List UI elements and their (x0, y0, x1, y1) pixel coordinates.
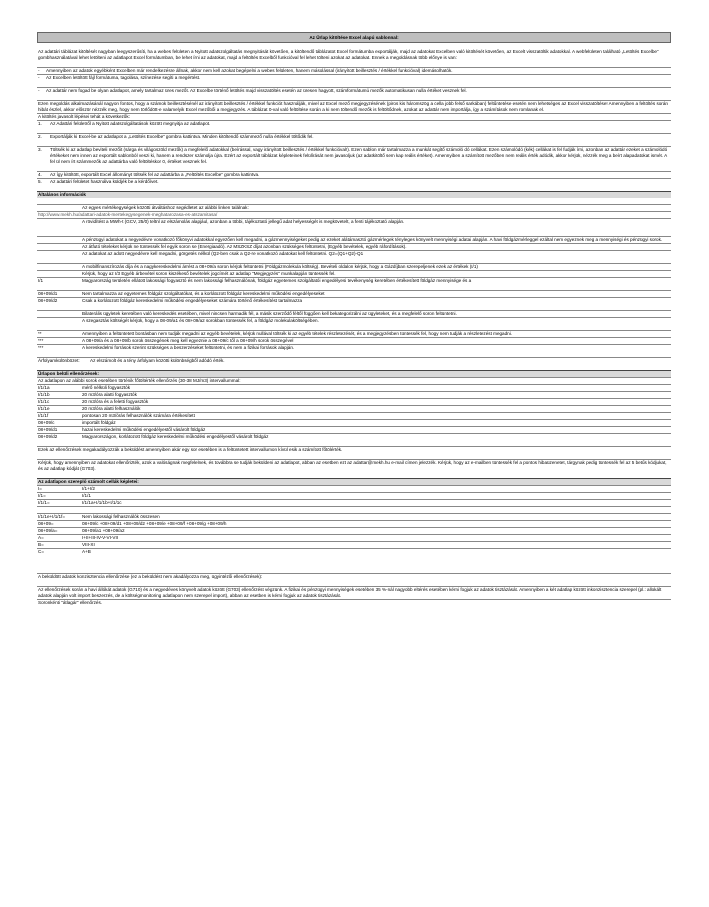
warning-text: Ezen megoldás alkalmazásánál nagyon fontos, hogy a számok beillesztésénél az irányított beillesztés / értékkel funkciót használják, mivel az Excel mező megjegyzésének (piros kis háromszög a cella jobb felső sarkában) feltűntetése esetén nem lehetséges az Excel visszatöltése! Amennyiben a feltöltés során hibát észlel, akkor először nézzék meg, hogy nem törlődött-e valamelyik Excel mezőbői a megjegyzés. A táblázat 0-val való feltöltése során a ki nem töltendő mezők is feltöltődnek, azokat az adattár nem importálja, így a számítások nem romlanak el. (38, 101, 668, 112)
checks-note: Ezek az ellenőrzések megakadályozzák a beküldést amennyiben akár egy sor esetében is a feltüntetett intervallumon kívül esik a számított főtölérték. (38, 447, 343, 452)
table-row (37, 398, 671, 405)
row-value: pontosan 20 m3/órás felhasználók számára értékesített (82, 413, 195, 418)
general-row: A rövidítést a MWh-t (GCV, 25/0) teltnl az elszámolás alapjául, azonban a többi, tájékoztató jellegű adat helyességét is megkövetelt, a fenti tájékoztató alapján. (82, 219, 405, 224)
checks-heading: Űrlapon belüli ellenőrzések: (38, 371, 100, 376)
general-row: Az átfutó tételeket kérjük ne tüntessék fel egyik soron se (Energiaadó). Az MSZKSZ díjat azonban szükséges feltüntetni, (Egyéb bevételek, egyéb ráfordítások). (82, 244, 407, 249)
general-row: A szegasztás költségét kérjük, hogy a 08-09/a1 és 08+09/a2 sorokban tüntessék fel, a földgáz molekulaköltségében. (82, 318, 319, 323)
step-2: Exportálják ki Excel-be az adatlapot a „Letöltés Excelbe” gombra kattintva. Minden kitöltendő számmező nulla értékkel töltődik fel. (50, 134, 314, 139)
row-key: I/1/1a (38, 385, 50, 390)
table-row (37, 513, 671, 520)
row-value: Nem lakossági felhasználók összesen (82, 514, 160, 519)
row-value: 08+09/c +08+09/d1 +08+09/d2 +08+09/e +08+09/f +08+09/g +08+09/h (82, 521, 227, 526)
row-key: 08+09/d2 (38, 298, 58, 303)
step-1: Az Adattári felületről a Nyitott adatszolgáltatások között megnyitja az adatlapot. (50, 121, 211, 126)
row-key: 08+09/d2 (38, 434, 58, 439)
row-value: I+II+III-IV-V-VI-VII (82, 535, 118, 540)
row-key: I/1/1c (38, 399, 50, 404)
general-row: A 08+09/a és a 08+09/b sorok összegének meg kell egyeznie a 08+09/c től a 08+09/h sorok összegével (82, 338, 294, 343)
table-row (37, 412, 671, 419)
row-key: A= (38, 535, 44, 540)
row-key: I/1/1e+I/1/1f= (38, 514, 66, 519)
step-5: Az adattári felületet használva küldjék be a kérdőívet. (50, 179, 159, 184)
row-key: Árfolyamkülönbözet: (38, 358, 80, 363)
general-row: Az adatokat az adott negyedévre kell megadni, görgetés nélkül (Q2-ben csak a Q2-re vonatkozó adatokat kell feltüntetni. Q2=(Q1+Q2)-Q1 (82, 251, 364, 256)
row-key: *** (38, 345, 44, 350)
table-row (37, 405, 671, 412)
checks-contact: Kérjük, hogy amennyiben az adatokat ellenőrizték, azok a valóságnak megfelelnek, és továbbra se tudják beküldeni az adatlapot, abban az esetben ezt az adattar@mekh.hu e-mail címen jelezzék. Kérjük, hogy az e-mailben tüntessék fel a pontos hibaüzenetet, tárgynak pedig tüntessék fel az 5 betűs kódjukat, és az adatlap kódját (G703). (38, 460, 667, 471)
general-row: Csak a korlátozott földgáz kereskedelmi működési engedélyeseket számára történő értékesítést tartalmazza (82, 298, 303, 303)
row-value: A+B (82, 549, 91, 554)
general-row: A pénzügyi adatokat a negyedévre vonatkozó főkönyvi adatokkal egyezően kell megadni, a gázmennyiségeket pedig az ezeket alátámasztó gázmérlegek tényleges könyvelt mennyiségi adatai alapján. A havi földgázmérleggel ezáltal nem egyeznek meg a mennyiségi és pénzügyi sorok. (82, 237, 663, 242)
row-key: B= (38, 542, 44, 547)
step-number: 4. (38, 172, 42, 177)
general-row: A mobilfinanszírozás díja és a nagykereskedelmi árrést a 08+09/a soron kérjük feltüntetni (Földgázmolekula költség). Bevételi oldalon kérjük, hogy a Gázdíjban szerepeljenek ezek az értékek (I/1) (82, 264, 478, 269)
spreadsheet: Az Űrlap kitöltése Excel alapú sablonnal: Az adattári táblázat kitöltését nagyban leegyszerűsíti, ha a webes felületen a Nyitott adatszolgáltatás megnyitását követően, a kitöltendő táblázatot Excel formátumba exportálják, majd az adatokat Excelben való kitöltését követően, az Excelt visszatöltik adatokkal. A webfelületen található „Letöltés Excelbe” gombhasználatával lehet letölteni az adatlapot Excel formátumban, be lehet írni az adatokat, majd a feltöltés Excelből funkcióval fel lehet tölteni azokat az adatokat. Ennek a megoldásnak több előnye is van: - Amennyiben az adatok egyébként Excelben már rendelkezésre állnak, akkor nem kell azokat begépelni a webes felületen, hanem másolással (irányított beillesztés / értékkel funkcióval) idemásolhatók. - Az Excelben letöltött fájl formátuma, tagolása, színezése segíti a megértést. - Az adattár nem fogad be olyan adatlapot, amely tartalmaz üres mezőt. Az Excelbe történő letöltés majd visszatöltés esetén az üresen hagyott, számformátumú mezők automatikusan nulla értéket vesznek fel. Ezen megoldás alkalmazásánál nagyon fontos, hogy a számok beillesztésénél az irányított beillesztés / értékkel funkciót használják, mivel az Excel mező megjegyzésének (piros kis háromszög a cella jobb felső sarkában) feltűntetése esetén nem lehetséges az Excel visszatöltése! Amennyiben a feltöltés során hibát észlel, akkor először nézzék meg, hogy nem törlődött-e valamelyik Excel mezőbői a megjegyzés. A táblázat 0-val való feltöltése során a ki nem töltendő mezők is feltöltődnek, azokat az adattár nem importálja, így a számítások nem romlanak el. A kitöltés javasolt lépései tehát a következők: 1. Az Adattári felületről a Nyitott adatszolgáltatások között megnyitja az adatlapot. 2. Exportálják ki Excel-be az adatlapot a „Letöltés Excelbe” gombra kattintva. Minden kitöltendő számmező nulla értékkel töltődik fel. 3. Töltsék ki az adatlap beviteli mezőit (sárga és világoszöld mezők) a megfelelő adatokkal (beírással, vagy irányított beillesztés / értékkel funkcióval!). Ezen sablon már tartalmazza a munkát segítő számoló dó cellákat. Ezen számolódó (kék) cellákat is fel fudják írni, azonban az adattár ezeket a számolódó értékeket nem innen az exportált sablonból veszi ki, hanem a rendszer számolja újra. Ezért az exportált táblázat képleteinek felülírását nem javasoljuk (az adatkitöltő sem kap reális értéket). Amennyiben a számított mezőben nem reális érték adódik, akkor kérjük, nézzék meg a beírt alapadatokat ismét. A fel ül nem írt számmezők az adattárba való feltöltéskor 0, értéket vesznek fel. 4. Az így kitöltött, exportált Excel állományt töltsék fel az adattárba a „Feltöltés Excelbe” gombra kattintva. 5. Az adattári felületet használva küldjék be a kérdőívet. Általános információk Az egyes mértékegységek közötti átváltáshoz segédletet az alábbi linken találnak: http://www.mekh.hu/adattari-adatok-mertekegysegenek-meghatarozasa-es-atszamitasa/ A rövidítést a MWh-t (GCV, 25/0) teltnl az elszámolás alapjául, azonban a többi, tájékoztató jellegű adat helyességét is megkövetelt, a fenti tájékoztató alapján. A pénzügyi adatokat a negyedévre vonatkozó főkönyvi adatokkal egyezően kell megadni, a gázmennyiségeket pedig az ezeket alátámasztó gázmérlegek tényleges könyvelt mennyiségi adatai alapján. A havi földgázmérleggel ezáltal nem egyeznek meg a mennyiségi és pénzügyi sorok. Az átfutó tételeket kérjük ne tüntessék fel egyik soron se (Energiaadó). Az MSZKSZ díjat azonban szükséges feltüntetni, (Egyéb bevételek, egyéb ráfordítások). Az adatokat az adott negyedévre kell megadni, görgetés nélkül (Q2-ben csak a Q2-re vonatkozó adatokat kell feltüntetni. Q2=(Q1+Q2)-Q1 A mobilfinanszírozás díja és a nagykereskedelmi árrést a 08+09/a soron kérjük feltüntetni (Földgázmolekula költség). Bevételi oldalon kérjük, hogy a Gázdíjban szerepeljenek ezek az értékek (I/1) Kérjük, hogy az I/3 Egyéb árbevétel soron kiszékeső bevételek jogcímét az adatlap "Megjegyzés" munkalapján tüntessék fel. I/1 Magyarország területén ellátott lakossági fogyasztó és nem lakossági felhasználónak, földgáz egyetemes szolgáltatói engedélyesi tevékenység keretében értékesített földgáz mennyisége és a 08+09/d1 Nem tartalmazza az egyetemes földgáz szolgáltatókat, és a korlátozott földgáz kereskedelmi működési engedélyeseket 08+09/d2 Csak a korlátozott földgáz kereskedelmi működési engedélyeseket számára történő értékesítést tartalmazza Bilaterális ügyletek keretében való kereskedés esetében, mivel nincsen harmadik fél, a másik szerződő féltől függően kell bekategorizálni az ügyleteket, és a megfelelő soron feltüntetni. A szegasztás költségét kérjük, hogy a 08-09/a1 és 08+09/a2 sorokban tüntessék fel, a földgáz molekulaköltségében. ** Amennyiben a feltüntetett bontásban nem tudják megadni az egyéb bevételek, kérjük nullával töltsék ki az egyéb tételek részletezését, és a megjegyzésben tüntessék fel, hogy nem tudják a részletezést megadni. *** A 08+09/a és a 08+09/b sorok összegének meg kell egyeznie a 08+09/c től a 08+09/h sorok összegével *** A kereskedelmi források szerint szükséges a beszerzéseket feltüntetni, és nem a fizikai források alapján. Árfolyamkülönbözet: Az elszámolt és a tény árfolyam közötti különbségből adódó érték. Űrlapon belüli ellenőrzések: Az adatlapon az alábbi sorok esetében történik főtöltérték ellenőrzés (30-38 MJ/m3) intervallummal: I/1/1a mérő nélküli fogyasztók I/1/1b 20 m3/óra alatti fogyasztók I/1/1c 20 m3/óra és a feletti fogyasztók I/1/1e 20 m3/óra alatti felhasználók I/1/1f pontosan 20 m3/órás felhasználók számára értékesített 08+09/c importált földgáz 08+09/d1 hazai kereskedelmi működési engedélyestől vásárolt földgáz 08+09/d2 Magyarországon, korlátozott földgáz kereskedelmi működési engedélyestől vásárolt földgáz Ezek az ellenőrzések megakadályozzák a beküldést amennyiben akár egy sor esetében is a feltüntetett intervallumon kívül esik a számított főtölérték. Kérjük, hogy amennyiben az adatokat ellenőrizték, azok a valóságnak megfelelnek, és továbbra se tudják beküldeni az adatlapot, abban az esetben ezt az adattar@mekh.hu e-mail címen jelezzék. Kérjük, hogy az e-mailben tüntessék fel a pontos hibaüzenetet, tárgynak pedig tüntessék fel az 5 betűs kódjukat, és az adatlap kódját (G703). Az adatlapon szereplő számolt cellák képletei: I= I/1+I/2 I/1= I/1/1 I/1/1= I/1/1a+I/1/1b+I/1/1c I/1/1e+I/1/1f= Nem lakossági felhasználók összesen 08+09= 08+09/c +08+09/d1 +08+09/d2 +08+09/e +08+09/f +08+09/g +08+09/h 08+09/a= 08+09/a1 +08+09/a2 A= I+II+III-IV-V-VI-VII B= VIII-XI C= A+B A beküldött adatok konzisztencia ellenőrzése (ez a beküldést nem akadályozza meg, ügyintézői ellenőrzések): Az ellenőrzések során a havi állókát adatok (G710) és a negyedéves könyvelt adatok között (G703) ellenőrzést végzünk. A fizikai és pénzügyi mennyiségek esetében 35 %-nál nagyobb eltérés esetében kérni fogjuk az adatok tisztázását. Amennyiben a két adatlap között inkonzisztencia szerepel (pl.: allokált adatok alapján volt import beszerzés, de a költségmonitoring adatlapon nem szerepel import), abban az esetben is kérni fogjuk az adatok tisztázását. Soronkénti "átlagár" ellenőrzés. (37, 32, 671, 606)
row-key: I/1/1= (38, 500, 50, 505)
row-value: VIII-XI (82, 542, 95, 547)
row-value: 20 m3/óra alatti felhasználók (82, 406, 141, 411)
consistency-heading: A beküldött adatok konzisztencia ellenőrzése (ez a beküldést nem akadályozza meg, ügyintézői ellenőrzések): (38, 574, 263, 579)
table-row (37, 541, 671, 548)
row-key: I/1/1f (38, 413, 49, 418)
row-value: Magyarországon, korlátozott földgáz kereskedelmi működési engedélyestől vásárolt földgáz (82, 434, 269, 439)
general-row: Kérjük, hogy az I/3 Egyéb árbevétel soron kiszékeső bevételek jogcímét az adatlap "Megjegyzés" munkalapján tüntessék fel. (82, 271, 336, 276)
intro-bullet-1: Amennyiben az adatok egyébként Excelben már rendelkezésre állnak, akkor nem kell azokat begépelni a webes felületen, hanem másolással (irányított beillesztés / értékkel funkcióval) idemásolhatók. (46, 68, 453, 73)
page-title: Az Űrlap kitöltése Excel alapú sablonnal: (37, 32, 671, 43)
intro-text: Az adattári táblázat kitöltését nagyban leegyszerűsíti, ha a webes felületen a Nyitott adatszolgáltatás megnyitását követően, a kitöltendő táblázatot Excel formátumba exportálják, majd az adatokat Excelben való kitöltését követően, az Excelt visszatöltik adatokkal. A webfelületen található „Letöltés Excelbe” gombhasználatával lehet letölteni az adatlapot Excel formátumban, be lehet írni az adatokat, majd a feltöltés Excelből funkcióval fel lehet tölteni azokat az adatokat. Ennek a megoldásnak több előnye is van: (38, 49, 659, 60)
calc-heading: Az adatlapon szereplő számolt cellák képletei: (38, 479, 139, 484)
row-key: *** (38, 338, 44, 343)
general-row: A kereskedelmi források szerint szükséges a beszerzéseket feltüntetni, és nem a fizikai források alapján. (82, 345, 295, 350)
table-row (37, 433, 671, 440)
row-key: I/1= (38, 493, 46, 498)
row-key: 08+09/d1 (38, 427, 58, 432)
row-value: 08+09/a1 +08+09/a2 (82, 528, 125, 533)
step-number: 1. (38, 121, 42, 126)
table-row (37, 485, 671, 492)
row-key: 08+09/a= (38, 528, 58, 533)
row-key: I/1 (38, 278, 44, 283)
consistency-last: Soronkénti "átlagár" ellenőrzés. (38, 600, 103, 605)
general-heading: Általános információk (38, 192, 86, 197)
general-row: Magyarország területén ellátott lakossági fogyasztó és nem lakossági felhasználónak, földgáz egyetemes szolgáltatói engedélyesi tevékenység keretében értékesített földgáz mennyisége és a (82, 278, 472, 283)
row-key: 08+09/d1 (38, 291, 58, 296)
row-key: I/1/1e (38, 406, 50, 411)
row-key: 08+09= (38, 521, 54, 526)
step-3: Töltsék ki az adatlap beviteli mezőit (sárga és világoszöld mezők) a megfelelő adatokkal (beírással, vagy irányított beillesztés / értékkel funkcióval!). Ezen sablon már tartalmazza a munkát segítő számoló dó cellákat. Ezen számolódó (kék) cellákat is fel fudják írni, azonban az adattár ezeket a számolódó értékeket nem innen az exportált sablonból veszi ki, hanem a rendszer számolja újra. Ezért az exportált táblázat képleteinek felülírását nem javasoljuk (az adatkitöltő sem kap reális értéket). Amennyiben a számított mezőben nem reális érték adódik, akkor kérjük, nézzék meg a beírt alapadatokat ismét. A fel ül nem írt számmezők az adattárba való feltöltéskor 0, értéket vesznek fel. (50, 147, 668, 164)
general-row: Az egyes mértékegységek közötti átváltáshoz segédletet az alábbi linken találnak: (82, 205, 249, 210)
row-value: I/1+I/2 (82, 486, 95, 491)
row-value: hazai kereskedelmi működési engedélyestől vásárolt földgáz (82, 427, 206, 432)
general-row: Bilaterális ügyletek keretében való kereskedés esetében, mivel nincsen harmadik fél, a másik szerződő féltől függően kell bekategorizálni az ügyleteket, és a megfelelő soron feltüntetni. (82, 311, 457, 316)
table-row (37, 499, 671, 506)
general-row: Nem tartalmazza az egyetemes földgáz szolgáltatókat, és a korlátozott földgáz kereskedelmi működési engedélyeseket (82, 291, 325, 296)
row-key (37, 507, 82, 513)
table-row (37, 492, 671, 499)
table-row (37, 527, 671, 534)
consistency-text: Az ellenőrzések során a havi állókát adatok (G710) és a negyedéves könyvelt adatok között (G703) ellenőrzést végzünk. A fizikai és pénzügyi mennyiségek esetében 35 %-nál nagyobb eltérés esetében kérni fogjuk az adatok tisztázását. Amennyiben a két adatlap között inkonzisztencia szerepel (pl.: allokált adatok alapján volt import beszerzés, de a költségmonitoring adatlapon nem szerepel import), abban az esetben is kérni fogjuk az adatok tisztázását. (38, 587, 662, 598)
row-key: ** (38, 331, 42, 336)
intro-bullet-2: Az Excelben letöltött fájl formátuma, tagolása, színezése segíti a megértést. (46, 75, 201, 80)
intro-bullet-3: Az adattár nem fogad be olyan adatlapot, amely tartalmaz üres mezőt. Az Excelbe történő letöltés majd visszatöltés esetén az üresen hagyott, számformátumú mezők automatikusan nulla értéket vesznek fel. (46, 88, 467, 93)
row-key: 08+09/c (38, 420, 55, 425)
row-value: 20 m3/óra alatti fogyasztók (82, 392, 137, 397)
general-row: Amennyiben a feltüntetett bontásban nem tudják megadni az egyéb bevételek, kérjük nullával töltsék ki az egyéb tételek részletezését, és a megjegyzésben tüntessék fel, hogy nem tudják a részletezést megadni. (82, 331, 513, 336)
table-row (37, 419, 671, 426)
table-row (37, 534, 671, 541)
checks-subheading: Az adatlapon az alábbi sorok esetében történik főtöltérték ellenőrzés (30-38 MJ/m3) intervallummal: (38, 378, 241, 383)
row-value: mérő nélküli fogyasztók (82, 385, 131, 390)
step-4: Az így kitöltött, exportált Excel állományt töltsék fel az adattárba a „Feltöltés Excelbe” gombra kattintva. (50, 172, 260, 177)
row-value: I/1/1a+I/1/1b+I/1/1c (82, 500, 122, 505)
row-value (82, 507, 671, 513)
row-value: importált földgáz (82, 420, 116, 425)
table-row (37, 426, 671, 433)
steps-heading: A kitöltés javasolt lépései tehát a következők: (38, 114, 130, 119)
row-value: I/1/1 (82, 493, 91, 498)
row-value: 20 m3/óra és a feletti fogyasztók (82, 399, 149, 404)
table-row (37, 384, 671, 391)
row-key: C= (38, 549, 45, 554)
table-row (37, 548, 671, 555)
step-number: 5. (38, 179, 42, 184)
general-row: Az elszámolt és a tény árfolyam közötti különbségből adódó érték. (90, 358, 225, 363)
table-row (37, 520, 671, 527)
step-number: 2. (38, 134, 42, 139)
conversion-link[interactable]: http://www.mekh.hu/adattari-adatok-mertekegysegenek-meghatarozasa-es-atszamitasa/ (38, 212, 218, 217)
step-number: 3. (38, 147, 42, 152)
row-key: I= (38, 486, 42, 491)
row-key: I/1/1b (38, 392, 50, 397)
table-row (37, 391, 671, 398)
table-row (37, 506, 671, 513)
